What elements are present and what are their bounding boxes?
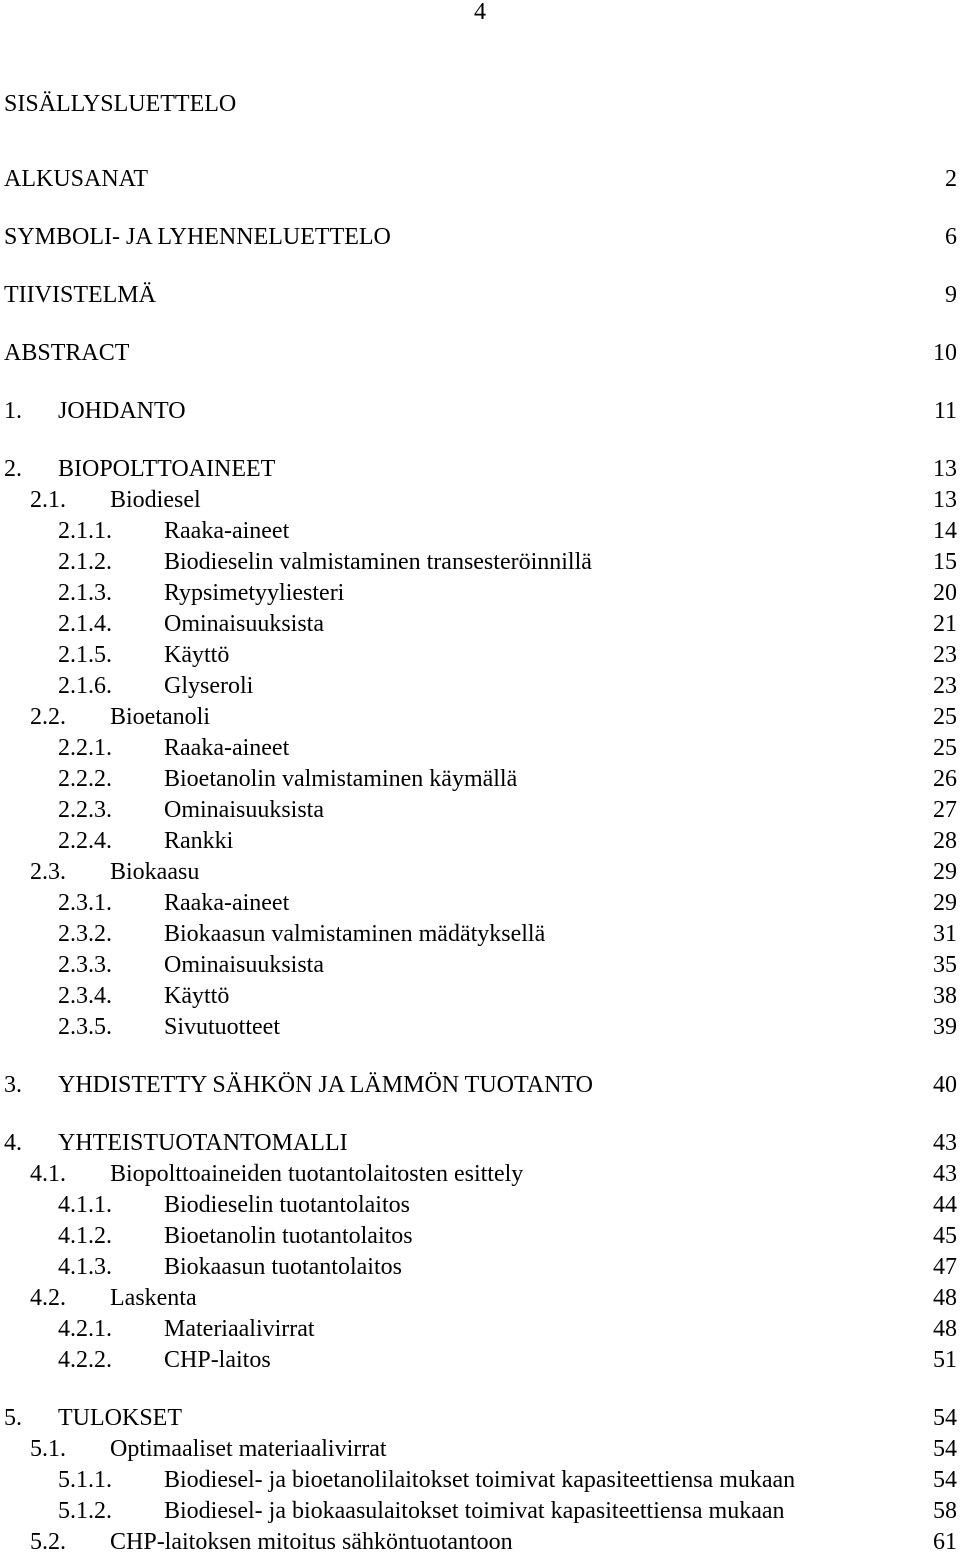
toc-entry-title: YHDISTETTY SÄHKÖN JA LÄMMÖN TUOTANTO xyxy=(58,1072,593,1098)
toc-entry[interactable] xyxy=(0,796,960,824)
toc-entry[interactable] xyxy=(0,858,960,886)
toc-entry-title: Raaka-aineet xyxy=(164,518,290,544)
toc-entry-page: 48 xyxy=(933,1285,957,1311)
toc-entry-page: 39 xyxy=(933,1014,957,1040)
toc-entry-page: 21 xyxy=(933,611,957,637)
toc-entry-page: 23 xyxy=(933,642,957,668)
toc-entry-number: 4.2. xyxy=(30,1285,66,1311)
toc-entry[interactable] xyxy=(0,548,960,576)
toc-entry-number: 2. xyxy=(4,456,22,482)
toc-entry-number: 2.3.2. xyxy=(58,921,112,947)
toc-entry-number: 2.2.2. xyxy=(58,766,112,792)
toc-entry-number: 2.1.1. xyxy=(58,518,112,544)
toc-entry-number: 4.1. xyxy=(30,1161,66,1187)
toc-entry-number: 4.1.2. xyxy=(58,1223,112,1249)
toc-entry[interactable] xyxy=(0,223,960,251)
toc-entry[interactable] xyxy=(0,889,960,917)
toc-entry-title: Ominaisuuksista xyxy=(164,952,324,978)
toc-entry-title: Biodiesel- ja biokaasulaitokset toimivat kapasiteettiensa mukaan xyxy=(164,1498,785,1524)
toc-entry-title: Käyttö xyxy=(164,983,230,1009)
toc-entry-page: 11 xyxy=(933,398,957,424)
toc-entry-number: 2.2.4. xyxy=(58,828,112,854)
toc-entry-page: 38 xyxy=(933,983,957,1009)
toc-entry[interactable] xyxy=(0,1315,960,1343)
toc-entry-title: Materiaalivirrat xyxy=(164,1316,315,1342)
toc-entry[interactable] xyxy=(0,1404,960,1432)
toc-entry-page: 9 xyxy=(945,282,957,308)
toc-entry-number: 5.1.2. xyxy=(58,1498,112,1524)
toc-entry[interactable] xyxy=(0,1191,960,1219)
toc-entry[interactable] xyxy=(0,517,960,545)
toc-entry-page: 31 xyxy=(933,921,957,947)
toc-entry-number: 2.3.4. xyxy=(58,983,112,1009)
toc-entry-number: 2.3.1. xyxy=(58,890,112,916)
toc-entry-title: TIIVISTELMÄ xyxy=(4,282,156,308)
toc-entry[interactable] xyxy=(0,397,960,425)
toc-entry-page: 54 xyxy=(933,1467,957,1493)
toc-entry-page: 48 xyxy=(933,1316,957,1342)
page-number: 4 xyxy=(474,0,486,25)
toc-entry[interactable] xyxy=(0,982,960,1010)
toc-entry-number: 4.1.3. xyxy=(58,1254,112,1280)
toc-entry-page: 51 xyxy=(933,1347,957,1373)
toc-entry-title: Rankki xyxy=(164,828,234,854)
toc-entry[interactable] xyxy=(0,610,960,638)
toc-entry-title: Laskenta xyxy=(110,1285,197,1311)
toc-entry[interactable] xyxy=(0,672,960,700)
toc-entry[interactable] xyxy=(0,339,960,367)
toc-entry[interactable] xyxy=(0,1253,960,1281)
toc-entry-number: 5.2. xyxy=(30,1529,66,1555)
toc-entry-title: Biokaasun valmistaminen mädätyksellä xyxy=(164,921,546,947)
toc-entry-page: 58 xyxy=(933,1498,957,1524)
toc-entry-page: 54 xyxy=(933,1405,957,1431)
toc-entry[interactable] xyxy=(0,1071,960,1099)
toc-entry-page: 13 xyxy=(933,456,957,482)
toc-entry-number: 4.2.2. xyxy=(58,1347,112,1373)
toc-entry-title: Biodiesel xyxy=(110,487,201,513)
toc-entry-number: 2.2.1. xyxy=(58,735,112,761)
toc-entry[interactable] xyxy=(0,920,960,948)
toc-entry-number: 4. xyxy=(4,1130,22,1156)
toc-entry[interactable] xyxy=(0,455,960,483)
toc-entry[interactable] xyxy=(0,1222,960,1250)
toc-entry-page: 10 xyxy=(933,340,957,366)
toc-entry[interactable] xyxy=(0,1435,960,1463)
toc-entry[interactable] xyxy=(0,951,960,979)
toc-entry-page: 13 xyxy=(933,487,957,513)
toc-entry-page: 40 xyxy=(933,1072,957,1098)
toc-entry-title: Raaka-aineet xyxy=(164,890,290,916)
toc-entry-page: 45 xyxy=(933,1223,957,1249)
toc-entry-number: 2.2. xyxy=(30,704,66,730)
toc-entry-page: 26 xyxy=(933,766,957,792)
toc-entry-number: 2.1. xyxy=(30,487,66,513)
toc-entry[interactable] xyxy=(0,1466,960,1494)
toc-entry-page: 14 xyxy=(933,518,957,544)
toc-entry-title: Bioetanoli xyxy=(110,704,210,730)
toc-entry[interactable] xyxy=(0,165,960,193)
toc-entry-page: 29 xyxy=(933,890,957,916)
toc-entry-page: 47 xyxy=(933,1254,957,1280)
toc-entry-page: 20 xyxy=(933,580,957,606)
toc-entry-number: 2.3.3. xyxy=(58,952,112,978)
toc-entry[interactable] xyxy=(0,1346,960,1374)
toc-entry-title: JOHDANTO xyxy=(58,398,186,424)
toc-entry-title: CHP-laitos xyxy=(164,1347,271,1373)
toc-entry-number: 2.1.6. xyxy=(58,673,112,699)
toc-entry-title: Ominaisuuksista xyxy=(164,611,324,637)
toc-entry-title: Biopolttoaineiden tuotantolaitosten esittely xyxy=(110,1161,524,1187)
toc-entry-page: 25 xyxy=(933,735,957,761)
toc-entry[interactable] xyxy=(0,641,960,669)
toc-entry[interactable] xyxy=(0,1284,960,1312)
toc-entry-page: 43 xyxy=(933,1130,957,1156)
toc-entry-number: 2.1.3. xyxy=(58,580,112,606)
toc-entry-number: 5.1.1. xyxy=(58,1467,112,1493)
toc-entry-title: Biokaasu xyxy=(110,859,200,885)
toc-entry-title: Biodiesel- ja bioetanolilaitokset toimivat kapasiteettiensa mukaan xyxy=(164,1467,796,1493)
toc-entry-title: SYMBOLI- JA LYHENNELUETTELO xyxy=(4,224,391,250)
toc-entry[interactable] xyxy=(0,765,960,793)
toc-entry-title: Biodieselin valmistaminen transesteröinnillä xyxy=(164,549,592,575)
toc-entry-number: 2.3. xyxy=(30,859,66,885)
toc-entry-page: 27 xyxy=(933,797,957,823)
toc-entry-number: 4.1.1. xyxy=(58,1192,112,1218)
toc-entry[interactable] xyxy=(0,1160,960,1188)
toc-entry-title: Biodieselin tuotantolaitos xyxy=(164,1192,410,1218)
toc-entry-title: Optimaaliset materiaalivirrat xyxy=(110,1436,387,1462)
toc-entry-page: 61 xyxy=(933,1529,957,1555)
toc-entry[interactable] xyxy=(0,1129,960,1157)
toc-entry-page: 54 xyxy=(933,1436,957,1462)
toc-entry-title: CHP-laitoksen mitoitus sähköntuotantoon xyxy=(110,1529,513,1555)
toc-entry[interactable] xyxy=(0,703,960,731)
toc-entry-title: Ominaisuuksista xyxy=(164,797,324,823)
toc-entry-number: 5.1. xyxy=(30,1436,66,1462)
toc-entry-number: 2.3.5. xyxy=(58,1014,112,1040)
toc-entry-number: 2.1.5. xyxy=(58,642,112,668)
toc-entry[interactable] xyxy=(0,281,960,309)
toc-entry-title: Bioetanolin tuotantolaitos xyxy=(164,1223,413,1249)
toc-entry-title: YHTEISTUOTANTOMALLI xyxy=(58,1130,348,1156)
toc-entry-title: Glyseroli xyxy=(164,673,254,699)
toc-entry-number: 2.1.2. xyxy=(58,549,112,575)
toc-entry-number: 5. xyxy=(4,1405,22,1431)
toc-entry-title: ABSTRACT xyxy=(4,340,130,366)
toc-entry-page: 6 xyxy=(945,224,957,250)
toc-entry-page: 44 xyxy=(933,1192,957,1218)
toc-entry[interactable] xyxy=(0,734,960,762)
toc-entry-page: 43 xyxy=(933,1161,957,1187)
toc-entry[interactable] xyxy=(0,486,960,514)
toc-entry[interactable] xyxy=(0,1497,960,1525)
toc-entry-title: Käyttö xyxy=(164,642,230,668)
toc-entry-page: 23 xyxy=(933,673,957,699)
toc-entry-title: Bioetanolin valmistaminen käymällä xyxy=(164,766,518,792)
toc-entry-page: 28 xyxy=(933,828,957,854)
toc-entry-title: ALKUSANAT xyxy=(4,166,148,192)
toc-title: SISÄLLYSLUETTELO xyxy=(4,91,237,117)
toc-entry-title: Biokaasun tuotantolaitos xyxy=(164,1254,402,1280)
toc-entry[interactable] xyxy=(0,1528,960,1556)
toc-entry[interactable] xyxy=(0,579,960,607)
toc-entry-number: 1. xyxy=(4,398,22,424)
toc-entry-title: Rypsimetyyliesteri xyxy=(164,580,345,606)
toc-entry[interactable] xyxy=(0,1013,960,1041)
toc-entry-number: 3. xyxy=(4,1072,22,1098)
toc-entry-page: 2 xyxy=(945,166,957,192)
toc-entry-page: 29 xyxy=(933,859,957,885)
toc-entry[interactable] xyxy=(0,827,960,855)
toc-entry-number: 2.2.3. xyxy=(58,797,112,823)
toc-entry-title: Sivutuotteet xyxy=(164,1014,280,1040)
toc-entry-page: 15 xyxy=(933,549,957,575)
toc-entry-number: 4.2.1. xyxy=(58,1316,112,1342)
toc-entry-title: TULOKSET xyxy=(58,1405,182,1431)
toc-entry-title: Raaka-aineet xyxy=(164,735,290,761)
toc-entry-number: 2.1.4. xyxy=(58,611,112,637)
toc-entry-title: BIOPOLTTOAINEET xyxy=(58,456,276,482)
toc-entry-page: 25 xyxy=(933,704,957,730)
toc-entry-page: 35 xyxy=(933,952,957,978)
